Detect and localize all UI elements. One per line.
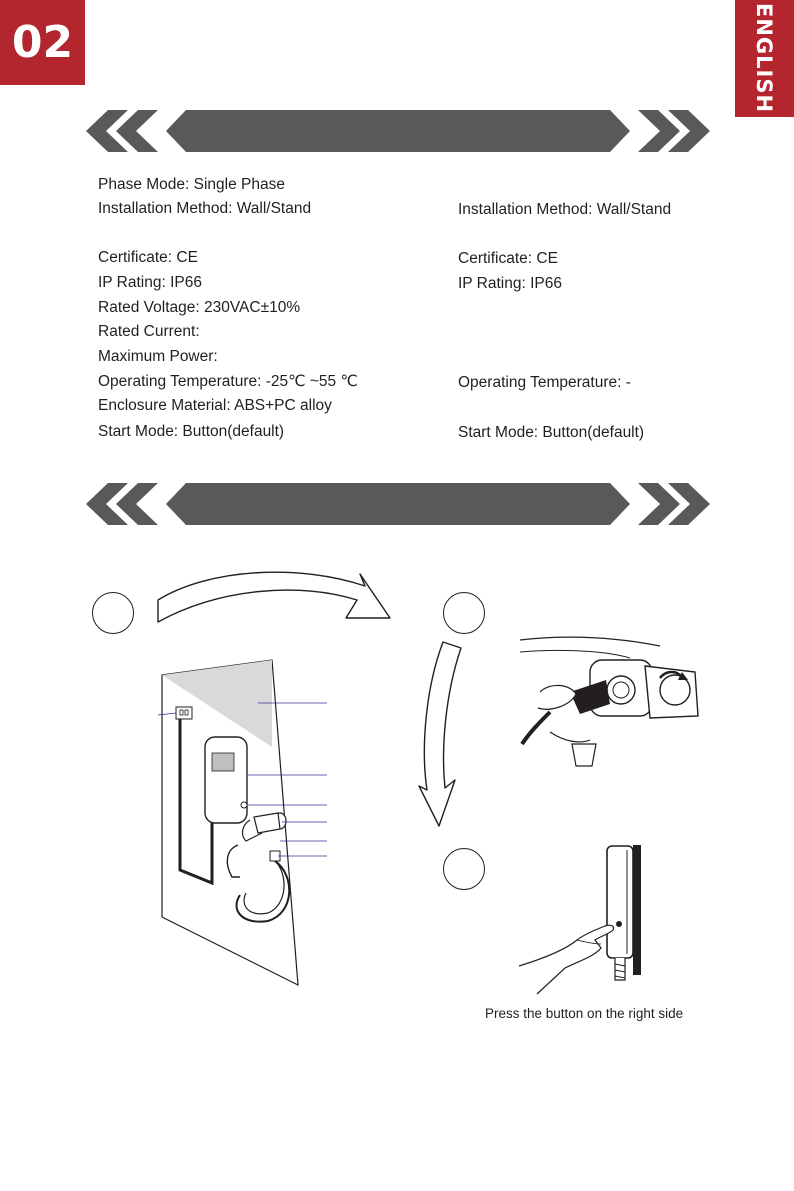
spec-ip-rating-alt: IP Rating: IP66 xyxy=(458,275,562,292)
section-banner-usage xyxy=(86,483,710,525)
step-2-circle xyxy=(443,592,485,634)
arrow-step2-to-step3-icon xyxy=(415,640,475,830)
spec-enclosure-material: Enclosure Material: ABS+PC alloy xyxy=(98,397,332,414)
chevron-right-icon xyxy=(638,483,680,525)
spec-maximum-power: Maximum Power: xyxy=(98,348,218,365)
language-label: ENGLISH xyxy=(752,2,776,114)
spec-rated-current: Rated Current: xyxy=(98,323,200,340)
spec-start-mode-alt: Start Mode: Button(default) xyxy=(458,424,645,441)
spec-installation-method: Installation Method: Wall/Stand xyxy=(98,200,312,217)
spec-phase-mode: Phase Mode: Single Phase xyxy=(98,176,285,193)
chevron-left-icon xyxy=(116,483,158,525)
spec-installation-method-alt: Installation Method: Wall/Stand xyxy=(458,201,672,218)
page-number: 02 xyxy=(0,0,85,85)
spec-certificate: Certificate: CE xyxy=(98,249,198,266)
spec-start-mode: Start Mode: Button(default) xyxy=(98,423,285,440)
chevron-left-icon xyxy=(116,110,158,152)
spec-certificate-alt: Certificate: CE xyxy=(458,250,558,267)
language-tab xyxy=(735,0,794,117)
arrow-step1-to-step2-icon xyxy=(150,560,420,640)
banner-bar xyxy=(166,110,630,152)
wall-mounted-charger-illustration xyxy=(150,655,335,1015)
spec-ip-rating: IP Rating: IP66 xyxy=(98,274,202,291)
press-side-button-illustration xyxy=(515,840,650,1000)
step-3-circle xyxy=(443,848,485,890)
step-1-circle xyxy=(92,592,134,634)
step-3-caption: Press the button on the right side xyxy=(485,1006,684,1021)
plug-into-vehicle-illustration xyxy=(510,632,710,772)
banner-bar xyxy=(166,483,630,525)
chevron-right-icon xyxy=(638,110,680,152)
spec-rated-voltage: Rated Voltage: 230VAC±10% xyxy=(98,299,301,316)
spec-operating-temperature-alt: Operating Temperature: - xyxy=(458,374,631,391)
section-banner-specifications xyxy=(86,110,710,152)
spec-operating-temperature: Operating Temperature: -25℃ ~55 ℃ xyxy=(98,373,358,390)
